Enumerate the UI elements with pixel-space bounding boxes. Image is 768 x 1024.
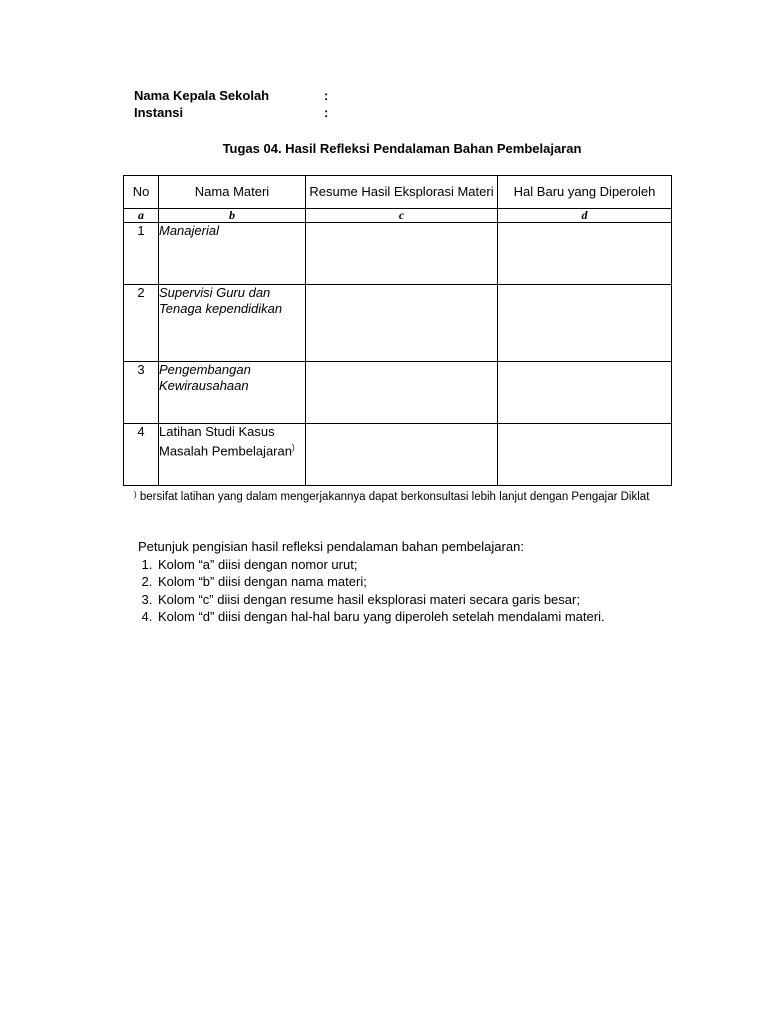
instructions-intro: Petunjuk pengisian hasil refleksi pendalaman bahan pembelajaran: [138, 539, 524, 554]
row-materi: Pengembangan Kewirausahaan [159, 362, 306, 424]
row-hal-baru-cell [498, 223, 672, 285]
row-number: 2 [124, 285, 159, 362]
row-resume-cell [306, 362, 498, 424]
reflection-table [123, 175, 672, 486]
row-hal-baru-cell [498, 424, 672, 486]
list-item: 3. Kolom “c” diisi dengan resume hasil eksplorasi materi secara garis besar; [156, 591, 605, 609]
column-header-hal-baru: Hal Baru yang Diperoleh [498, 176, 672, 209]
column-header-no: No [124, 176, 159, 209]
row-materi [159, 424, 306, 486]
institution-colon: : [324, 105, 329, 120]
institution-line [134, 105, 328, 120]
institution-label: Instansi [134, 105, 184, 120]
list-item: 1. Kolom “a” diisi dengan nomor urut; [156, 556, 605, 574]
row-number: 3 [124, 362, 159, 424]
list-item: 2. Kolom “b” diisi dengan nama materi; [156, 573, 605, 591]
row-number: 1 [124, 223, 159, 285]
instructions-list [138, 556, 605, 626]
row-resume-cell [306, 424, 498, 486]
table-row [124, 424, 672, 486]
footnote-marker: ) [134, 490, 137, 499]
table-row [124, 223, 672, 285]
column-letter-d: d [498, 209, 672, 223]
row-resume-cell [306, 285, 498, 362]
row-number: 4 [124, 424, 159, 486]
row-resume-cell [306, 223, 498, 285]
row-materi: Manajerial [159, 223, 306, 285]
column-letter-a: a [124, 209, 159, 223]
footnote [134, 487, 649, 505]
principal-name-label: Nama Kepala Sekolah [134, 88, 270, 103]
principal-name-line [134, 88, 328, 103]
row-hal-baru-cell [498, 285, 672, 362]
column-header-resume: Resume Hasil Eksplorasi Materi [306, 176, 498, 209]
table-header-row [124, 176, 672, 209]
page-title: Tugas 04. Hasil Refleksi Pendalaman Bahan Pembelajaran [222, 141, 582, 156]
column-letter-row [124, 209, 672, 223]
instructions [138, 538, 605, 626]
table-row [124, 362, 672, 424]
table-row [124, 285, 672, 362]
column-header-materi: Nama Materi [159, 176, 306, 209]
column-letter-c: c [306, 209, 498, 223]
row-hal-baru-cell [498, 362, 672, 424]
row-materi-text: Latihan Studi Kasus Masalah Pembelajaran [159, 424, 292, 458]
row-materi-footnote-marker: ) [291, 442, 295, 452]
list-item: 4. Kolom “d” diisi dengan hal-hal baru yang diperoleh setelah mendalami materi. [156, 608, 605, 626]
column-letter-b: b [159, 209, 306, 223]
footnote-text: bersifat latihan yang dalam mengerjakannya dapat berkonsultasi lebih lanjut dengan Pengajar Diklat [136, 491, 650, 503]
row-materi: Supervisi Guru dan Tenaga kependidikan [159, 285, 306, 362]
principal-name-colon: : [324, 88, 329, 103]
